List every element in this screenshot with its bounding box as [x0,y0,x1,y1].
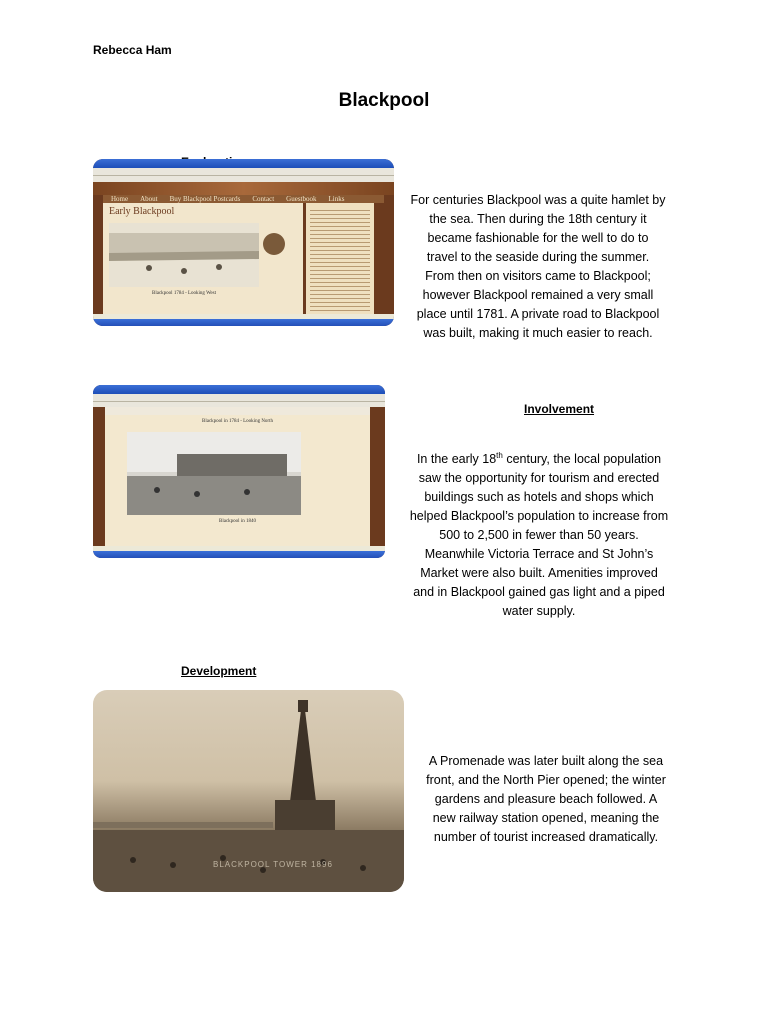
website-nav [103,195,384,203]
blackpool-tower-photo [93,690,404,892]
text-line: water supply. [502,604,576,619]
browser-titlebar [93,385,385,394]
text-line: and in Blackpool gained gas light and a piped [413,585,665,600]
photo-watermark: BLACKPOOL TOWER 1896 [213,860,333,869]
text-line: In the early 18th century, the local population [416,451,662,467]
author-name: Rebecca Ham [93,43,172,57]
text-line: 500 to 2,500 in fewer than 50 years. [439,528,639,543]
text-line: Meanwhile Victoria Terrace and St John’s [424,547,654,562]
website-banner [93,182,394,195]
website-page-heading: Early Blackpool [109,206,175,217]
nav-about: About [140,195,158,203]
browser-address-bar [93,168,394,176]
text-line: the sea. Then during the 18th century it [429,212,647,226]
text-line: was built, making it much easier to reach. [423,326,653,340]
nav-guestbook: Guestbook [286,195,317,203]
website-content [103,203,303,314]
windows-taskbar [93,319,394,326]
browser-titlebar [93,159,394,168]
engraving-caption: Blackpool 1784 - Looking West [152,291,216,296]
text-line: A Promenade was later built along the sea [428,754,664,768]
text-line: place until 1781. A private road to Blackpool [416,307,660,321]
page-title: Blackpool [338,90,430,111]
blackpool-postcards-screenshot [93,385,385,558]
text-line: travel to the seaside during the summer. [426,250,650,264]
development-paragraph [409,752,683,847]
exploration-paragraph [401,191,675,343]
nav-home: Home [111,195,129,203]
seal-icon [263,233,285,255]
text-line: saw the opportunity for tourism and erected [418,471,660,486]
text-line: however Blackpool remained a very small [422,288,654,302]
bottom-caption: Blackpool in 1840 [219,519,256,524]
browser-address-bar [93,394,385,402]
text-line: From then on visitors came to Blackpool; [425,269,651,283]
text-line: new railway station opened, meaning the [432,811,660,825]
engraving-image [109,223,259,287]
engraving-image [127,432,301,515]
text-line: helped Blackpool’s population to increase from [409,509,669,524]
website-sidebar [306,203,374,314]
nav-buy-postcards: Buy Blackpool Postcards [169,195,241,203]
text-line: number of tourist increased dramatically. [433,830,659,844]
top-caption: Blackpool in 1784 - Looking North [202,419,273,424]
text-line: gardens and pleasure beach followed. A [434,792,658,806]
text-line: buildings such as hotels and shops which [424,490,654,505]
involvement-heading: Involvement [524,402,595,416]
development-heading: Development [181,664,257,678]
text-line: Market were also built. Amenities improved [420,566,658,581]
nav-contact: Contact [252,195,275,203]
website-content [105,407,370,546]
involvement-paragraph [399,446,679,621]
text-line: For centuries Blackpool was a quite hamlet by [410,193,666,207]
windows-taskbar [93,551,385,558]
nav-links: Links [328,195,345,203]
text-line: became fashionable for the well to do to [427,231,649,245]
early-blackpool-website-screenshot [93,159,394,326]
text-line: front, and the North Pier opened; the winter [426,773,666,787]
